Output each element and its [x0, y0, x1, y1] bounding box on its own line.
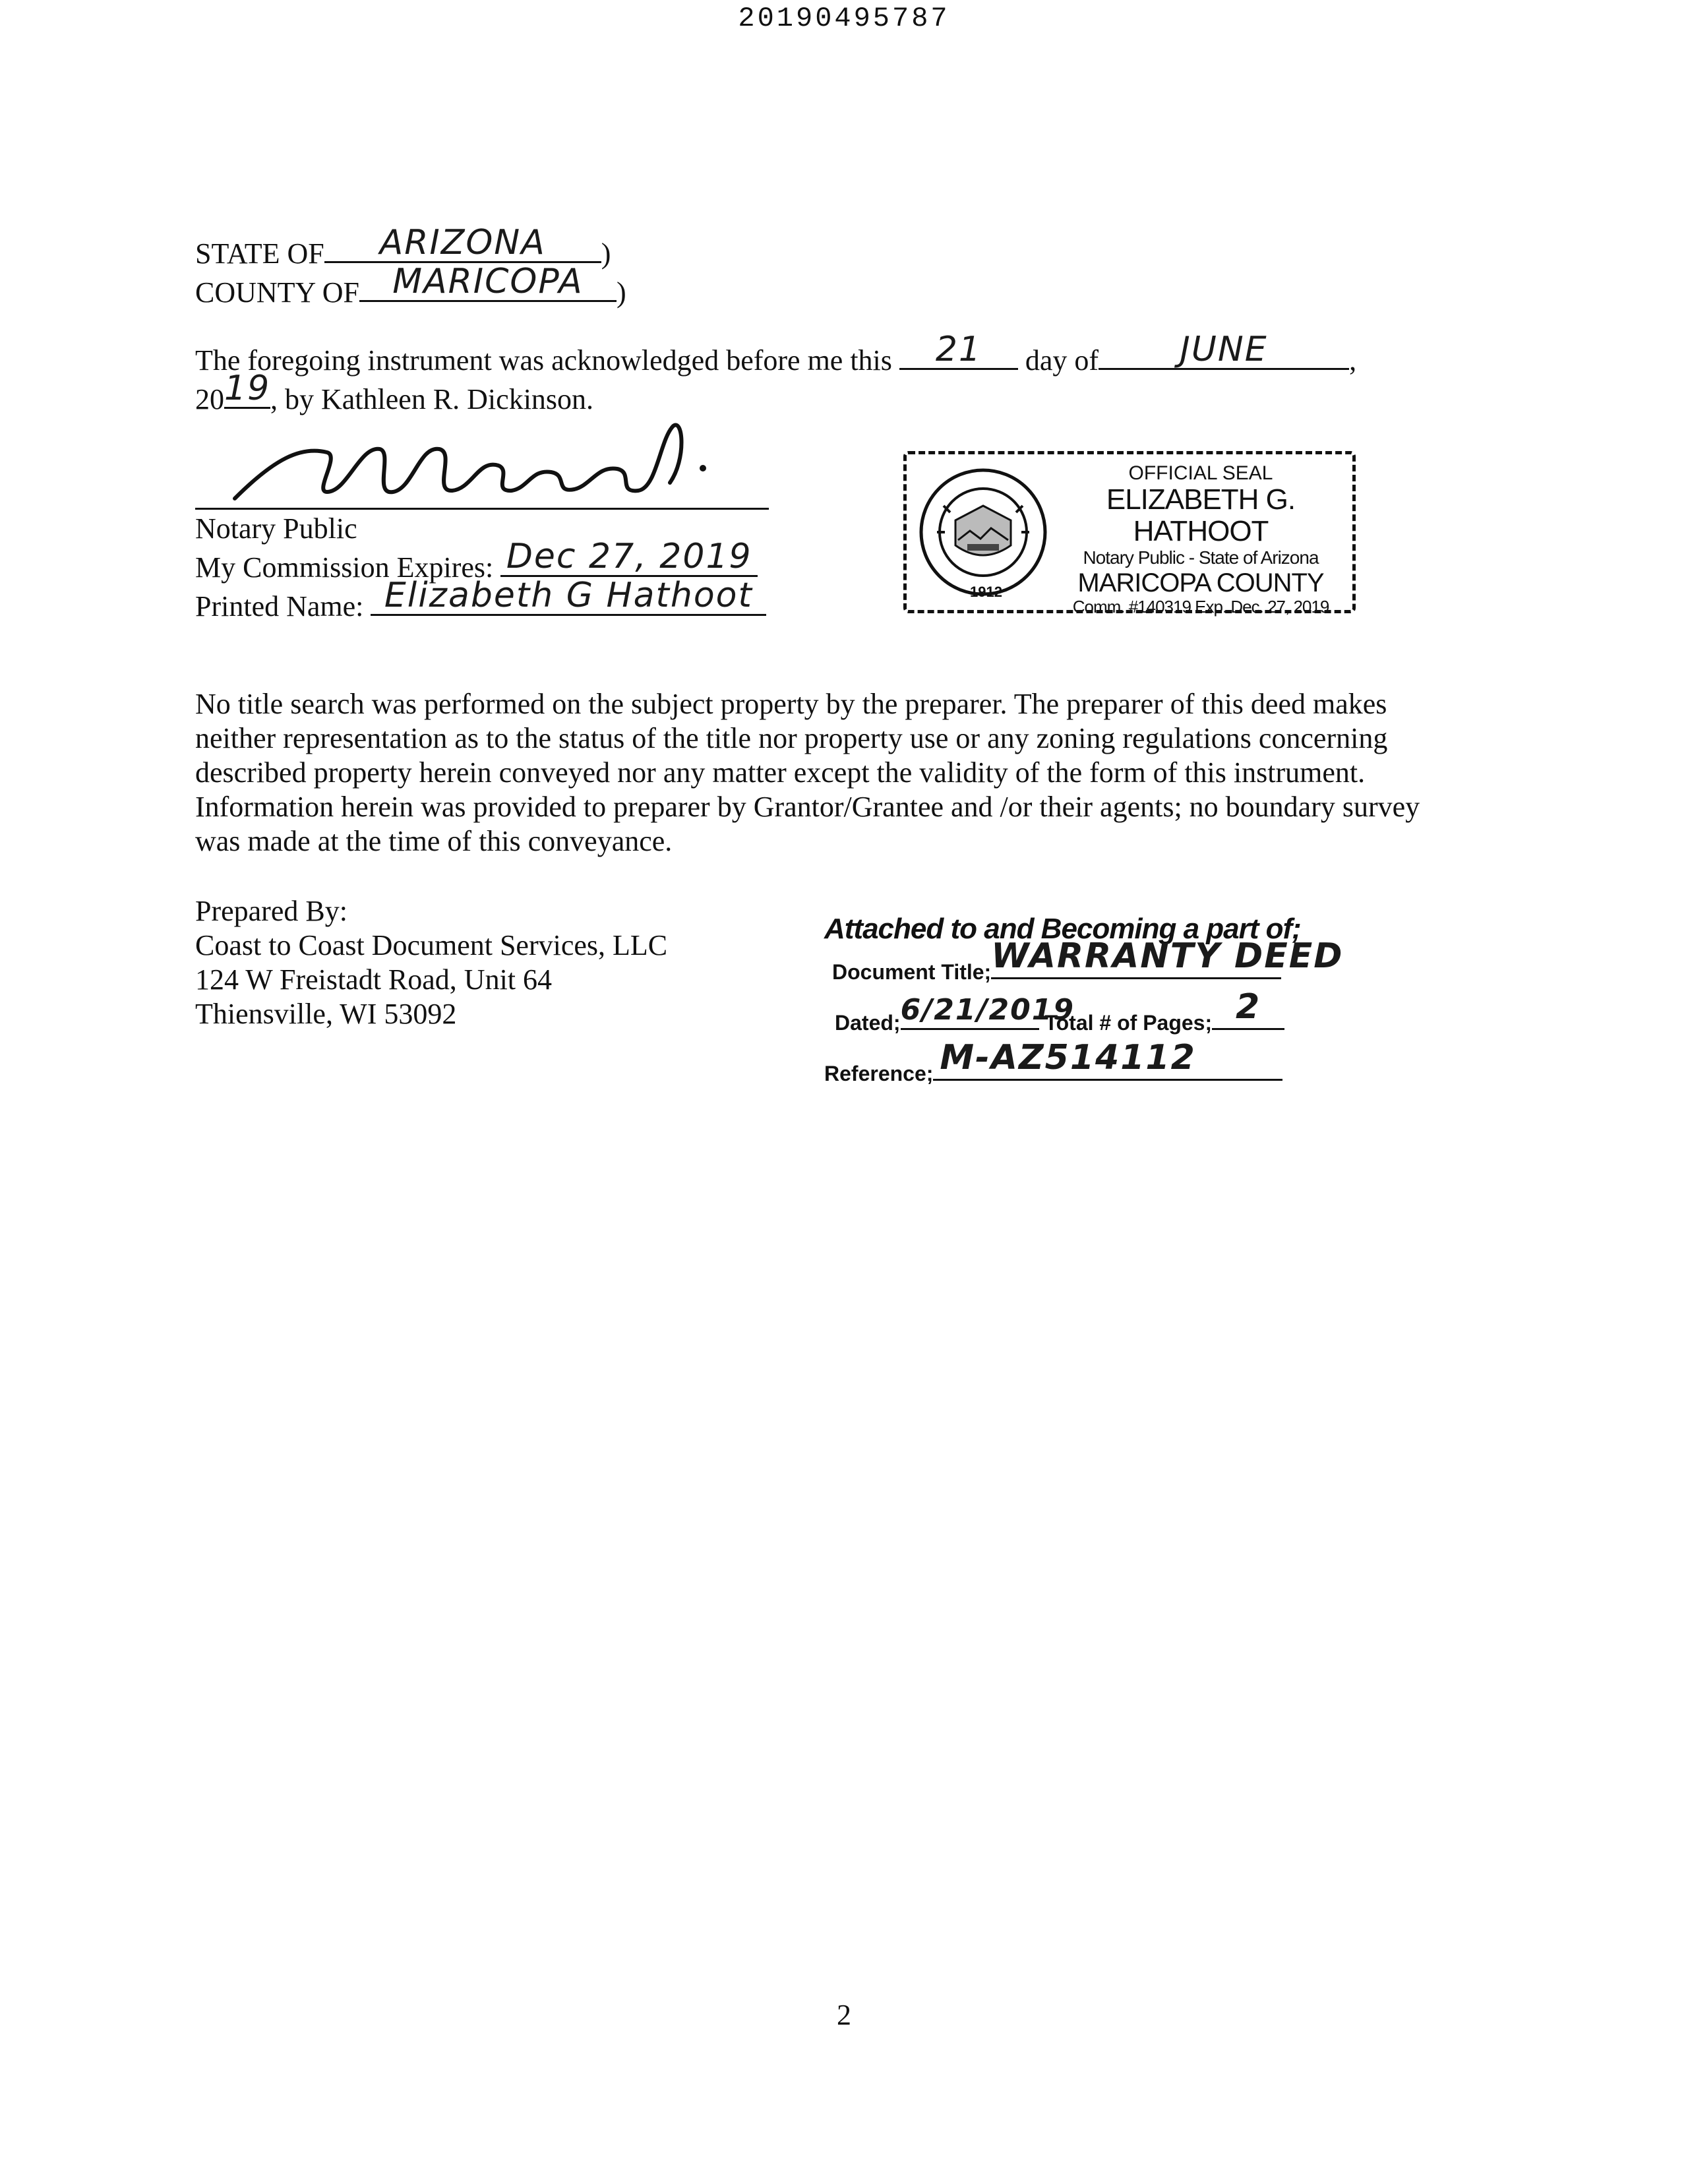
printed-name-value: Elizabeth G Hathoot: [384, 576, 753, 615]
year-blank: [224, 369, 271, 409]
document-number: 20190495787: [738, 3, 950, 34]
day-blank: [899, 330, 1018, 370]
county-value: MARICOPA: [392, 262, 584, 301]
notary-title: Notary Public: [195, 512, 357, 545]
seal-year: 1912: [970, 584, 1002, 600]
dated-blank: [900, 993, 1075, 1030]
commission-label: My Commission Expires:: [195, 551, 494, 584]
attachment-heading: Attached to and Becoming a part of;: [824, 913, 1301, 945]
disclaimer-paragraph: [195, 687, 1514, 859]
doc-title-value: WARRANTY DEED: [991, 936, 1344, 976]
state-value: ARIZONA: [379, 223, 546, 262]
doc-title-line: [832, 936, 1484, 985]
doc-title-label: Document Title;: [832, 960, 992, 984]
dated-value: 6/21/2019: [900, 993, 1075, 1027]
preparer-block: [195, 894, 667, 1031]
ack-text: The foregoing instrument was acknowledged before me this: [195, 344, 892, 377]
county-label: COUNTY OF: [195, 276, 359, 309]
acknowledgment-block: [195, 330, 1357, 417]
by-text: , by Kathleen R. Dickinson.: [270, 383, 594, 415]
seal-heading: OFFICIAL SEAL: [1128, 462, 1273, 484]
attachment-stamp: [824, 913, 1484, 1086]
disclaimer-line: No title search was performed on the subject property by the preparer. The preparer of this deed makes: [195, 688, 1387, 720]
acknowledgment-line-2: [195, 369, 1356, 417]
official-seal-stamp: [903, 451, 1356, 617]
printed-name-line: [195, 576, 766, 624]
disclaimer-line: described property herein conveyed nor any matter except the validity of the form of this instrument.: [195, 756, 1366, 789]
reference-line: [824, 1038, 1484, 1086]
reference-blank: [933, 1038, 1282, 1081]
seal-county: MARICOPA COUNTY: [1077, 568, 1324, 597]
pages-value: 2: [1236, 987, 1261, 1027]
state-label: STATE OF: [195, 237, 324, 270]
notary-signature: [195, 419, 775, 505]
page-number: 2: [837, 1999, 851, 2031]
notary-block: [195, 512, 766, 624]
seal-subtitle: Notary Public - State of Arizona: [1083, 547, 1319, 568]
disclaimer-line: neither representation as to the status of the title nor property use or any zoning regulations concerning: [195, 722, 1388, 754]
commission-blank: [500, 537, 758, 577]
state-seal-icon: [917, 466, 1049, 598]
doc-title-blank: [991, 936, 1344, 979]
signature-scribble: [195, 419, 775, 505]
printed-name-label: Printed Name:: [195, 590, 364, 622]
reference-value: M-AZ514112: [940, 1038, 1196, 1077]
preparer-company: Coast to Coast Document Services, LLC: [195, 929, 668, 961]
seal-text: [1056, 462, 1346, 616]
day-value: 21: [935, 330, 982, 369]
pages-label: Total # of Pages;: [1044, 1011, 1213, 1035]
signature-line: [195, 508, 769, 510]
year-value: 19: [224, 369, 271, 408]
seal-commission: Comm. #140319 Exp. Dec. 27, 2019: [1072, 596, 1329, 617]
printed-name-blank: [371, 576, 766, 616]
seal-name: ELIZABETH G. HATHOOT: [1106, 483, 1296, 548]
reference-label: Reference;: [824, 1062, 934, 1085]
commission-value: Dec 27, 2019: [506, 537, 752, 576]
acknowledgment-line-1: The foregoing instrument was acknowledged before me this 21 day of JUNE ,: [195, 330, 1357, 377]
dated-line: [835, 987, 1484, 1035]
pages-blank: [1212, 987, 1284, 1030]
county-line: COUNTY OF MARICOPA ): [195, 262, 626, 309]
dated-label: Dated;: [835, 1011, 901, 1035]
preparer-address-1: 124 W Freistadt Road, Unit 64: [195, 963, 553, 996]
disclaimer-line: Information herein was provided to preparer by Grantor/Grantee and /or their agents; no boundary survey: [195, 791, 1420, 823]
year-prefix: 20: [195, 383, 224, 415]
month-blank: [1099, 330, 1349, 370]
preparer-label: Prepared By:: [195, 895, 347, 927]
preparer-address-2: Thiensville, WI 53092: [195, 998, 457, 1030]
day-of-label: day of: [1025, 344, 1099, 377]
disclaimer-line: was made at the time of this conveyance.: [195, 825, 673, 857]
state-line: STATE OF ARIZONA ): [195, 223, 611, 270]
venue-block: [195, 223, 626, 310]
month-value: JUNE: [1180, 330, 1268, 369]
